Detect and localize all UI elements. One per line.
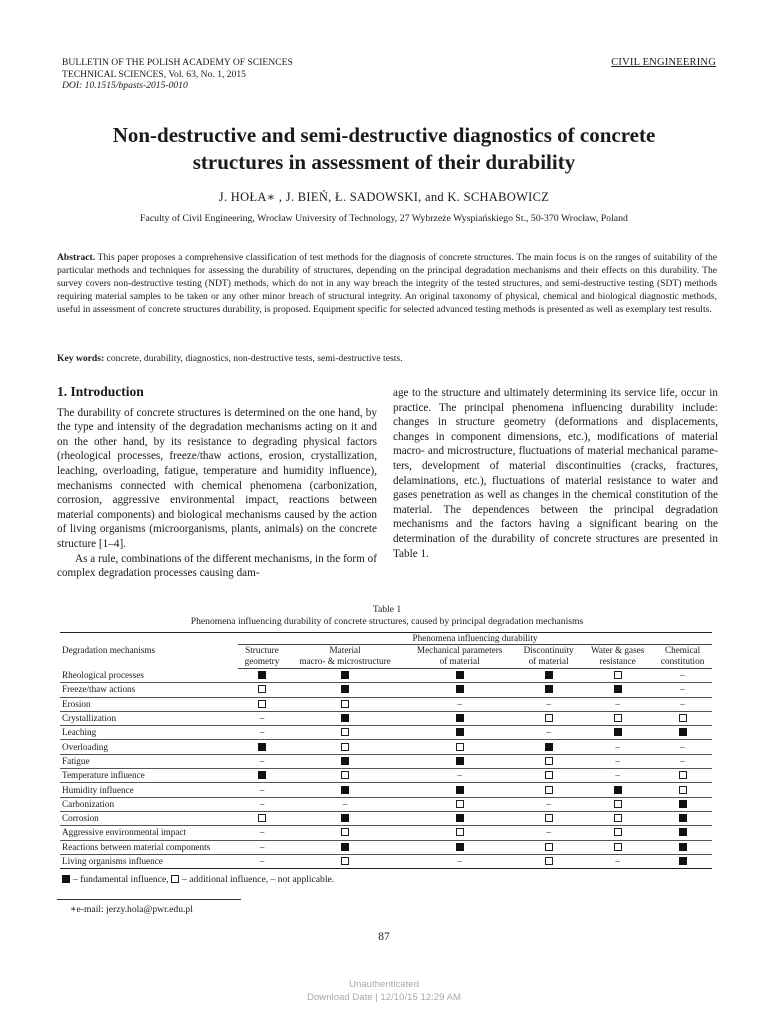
filled-square-icon [341,814,349,822]
hollow-square-icon [545,857,553,865]
table-cell [404,783,515,797]
table-cell: – [515,797,582,811]
table-cell: – [286,797,404,811]
hollow-square-icon [258,700,266,708]
table-cell: – [653,754,712,768]
hollow-square-icon [341,728,349,736]
hollow-square-icon [341,828,349,836]
column-header-line: macro- & microstructure [299,656,391,666]
table-cell [404,669,515,683]
table-cell: – [515,726,582,740]
column-header [582,645,653,669]
table-cell [515,683,582,697]
hollow-square-icon [614,671,622,679]
authors: J. HOŁA∗ , J. BIEŃ, Ł. SADOWSKI, and K. SCHABOWICZ [218,190,550,204]
table-cell: – [238,840,286,854]
hollow-square-icon [545,786,553,794]
table-cell [404,840,515,854]
paragraph: age to the structure and ultimately determining its service life, occur in practice. The principal phenomena influencing durability include: changes in structure geometry (deformations and displacements, changes in component dimensions, etc.), modifications of material macro- and microstructure, fluctuations of material mechanical parameters, development of material discontinuities (cracks, fractures, delaminations, etc.), fluctuations of material resistance to water and gases penetration as well as changes in the chemical constitution of the material. The dependences between the principal degradation mechanisms and the factors having a significant bearing on the determination of the durability of concrete structures are presented in Table 1. [393,387,718,560]
mechanism-name: Fatigue [60,754,238,768]
table-cell [515,854,582,868]
table-legend [62,874,334,885]
table-cell: – [582,854,653,868]
legend-additional: – additional influence, – not applicable. [182,874,335,885]
table-cell [286,711,404,725]
filled-square-icon [258,743,266,751]
journal-volume: TECHNICAL SCIENCES, Vol. 63, No. 1, 2015 [62,68,246,80]
table-cell [238,683,286,697]
table-cell [404,797,515,811]
filled-square-icon [679,828,687,836]
table-row [60,826,712,840]
abstract-text: This paper proposes a comprehensive classification of test methods for the diagnosis of concrete structures. The main focus is on the ranges of suitability of the particular methods and techniques for assessing the durability of structures, depending on the principal degradation mechanisms and their effects on this durability. The survey covers non-destructive testing (NDT) methods, which do not in any way breach the integrity of the tested structures, and semi-destructive testing (SDT) methods requiring material samples to be taken or any other minor breach of structural integrity. An original taxonomy of physical, chemical and biological diagnostic methods, useful in assessment of concrete structures durability, is proposed. Equipment specific for selected advanced testing methods is presented as well as exemplary test results. [57,252,718,316]
column-header [238,645,286,669]
mechanism-name: Overloading [60,740,238,754]
table-row [60,740,712,754]
table-cell [404,754,515,768]
hollow-square-icon [341,700,349,708]
hollow-square-icon [614,828,622,836]
table-cell: – [238,726,286,740]
durability-table [60,632,712,869]
table-caption: Phenomena influencing durability of concrete structures, caused by principal degradation mechanisms [190,616,584,627]
section-label: CIVIL ENGINEERING [611,57,716,68]
table-cell: – [653,683,712,697]
column-header-line: Water & gases [590,645,645,655]
filled-square-icon [456,786,464,794]
journal-header [62,57,293,92]
keywords [57,352,717,365]
table-cell: – [238,826,286,840]
table-cell [582,726,653,740]
table-cell [653,811,712,825]
page-number: 87 [378,931,390,943]
table-cell: – [582,697,653,711]
table-cell: – [582,769,653,783]
hollow-square-icon [545,757,553,765]
table-cell [653,783,712,797]
table-cell [286,840,404,854]
column-header [653,645,712,669]
hollow-square-icon [545,771,553,779]
filled-square-icon [456,728,464,736]
hollow-square-icon [258,685,266,693]
mechanism-name: Carbonization [60,797,238,811]
hollow-square-icon [679,714,687,722]
filled-square-icon [614,786,622,794]
affiliation: Faculty of Civil Engineering, Wrocław University of Technology, 27 Wybrzeże Wyspiańskiego St., 50-370 Wrocław, Poland [140,213,628,224]
filled-square-icon [341,786,349,794]
filled-square-icon [456,714,464,722]
table-row [60,711,712,725]
table-row [60,697,712,711]
table-row [60,783,712,797]
hollow-square-icon [258,814,266,822]
table-row [60,754,712,768]
hollow-square-icon [545,843,553,851]
column-header-line: Material [329,645,361,655]
journal-name: BULLETIN OF THE POLISH ACADEMY OF SCIENCES [62,57,293,68]
table-cell [286,726,404,740]
hollow-square-icon [545,814,553,822]
filled-square-icon [456,814,464,822]
filled-square-icon [341,757,349,765]
table-cell: – [653,697,712,711]
filled-square-icon [614,728,622,736]
mechanism-name: Corrosion [60,811,238,825]
table-row [60,854,712,868]
filled-square-icon [456,671,464,679]
table-cell [286,783,404,797]
column-header-line: Structure [245,645,279,655]
table-cell [238,740,286,754]
table-cell [582,669,653,683]
right-column [393,386,718,561]
table-row [60,797,712,811]
table-cell: – [653,740,712,754]
mechanism-name: Freeze/thaw actions [60,683,238,697]
table-cell: – [238,854,286,868]
table-cell [653,797,712,811]
title-line-1: Non-destructive and semi-destructive diagnostics of concrete [112,123,656,147]
filled-square-icon [456,757,464,765]
table-cell [515,783,582,797]
filled-square-icon [258,671,266,679]
filled-square-icon [258,771,266,779]
table-cell [238,697,286,711]
keywords-label: Key words: [57,353,105,364]
table-cell [238,669,286,683]
table-cell [404,826,515,840]
watermark-line-2: Download Date | 12/10/15 12:29 AM [307,992,461,1003]
table-cell [238,811,286,825]
title-line-2: structures in assessment of their durability [192,150,576,174]
table-label: Table 1 [372,604,402,615]
table-cell [286,669,404,683]
section-heading: 1. Introduction [57,384,144,399]
table-cell [582,840,653,854]
hollow-square-icon [614,800,622,808]
column-header-line: of material [528,656,569,666]
table-cell [653,711,712,725]
mechanism-name: Aggressive environmental impact [60,826,238,840]
table-row [60,840,712,854]
table-cell [515,769,582,783]
legend-fundamental: – fundamental influence, [73,874,169,885]
table-row [60,769,712,783]
table-cell: – [582,740,653,754]
filled-square-icon [341,843,349,851]
group-header: Phenomena influencing durability [238,633,712,645]
hollow-square-icon [341,857,349,865]
hollow-square-icon [456,828,464,836]
table-row [60,683,712,697]
table-cell: – [238,783,286,797]
table-cell [653,854,712,868]
table-cell [286,854,404,868]
table-cell [238,769,286,783]
column-header-line: constitution [660,656,705,666]
table-cell [286,740,404,754]
hollow-square-icon [679,786,687,794]
column-header [404,645,515,669]
table-cell [286,697,404,711]
mechanism-name: Humidity influence [60,783,238,797]
table-cell [286,826,404,840]
filled-square-icon [679,814,687,822]
table-cell: – [238,797,286,811]
mechanism-name: Temperature influence [60,769,238,783]
footnote: ∗e-mail: jerzy.hola@pwr.edu.pl [70,904,193,915]
table-row [60,726,712,740]
table-cell [515,811,582,825]
abstract-label: Abstract. [57,252,96,263]
table-cell: – [515,826,582,840]
column-header [515,645,582,669]
filled-square-icon [679,857,687,865]
hollow-square-icon [614,714,622,722]
filled-square-icon [456,685,464,693]
column-header-line: resistance [599,656,636,666]
hollow-square-icon [679,771,687,779]
table-cell [582,711,653,725]
filled-square-icon [545,743,553,751]
table-cell [515,754,582,768]
table-cell [653,726,712,740]
table-cell: – [238,711,286,725]
filled-square-icon [341,685,349,693]
hollow-square-icon [341,771,349,779]
table-cell [404,740,515,754]
filled-square-icon [545,685,553,693]
hollow-square-icon [545,714,553,722]
hollow-square-icon [171,875,179,883]
table-cell [582,826,653,840]
table-cell [404,711,515,725]
table-cell [515,740,582,754]
filled-square-icon [341,714,349,722]
hollow-square-icon [341,743,349,751]
paragraph: As a rule, combinations of the different mechanisms, in the form of complex degradation processes causing dam- [57,552,377,580]
table-cell [653,769,712,783]
column-header-line: of material [439,656,480,666]
table-cell: – [653,669,712,683]
table-cell [286,769,404,783]
column-header-line: Discontinuity [523,645,574,655]
column-header-line: Chemical [664,645,701,655]
column-header-line: Mechanical parameters [416,645,503,655]
table-cell [582,683,653,697]
table-cell: – [238,754,286,768]
filled-square-icon [545,671,553,679]
mechanism-name: Living organisms influence [60,854,238,868]
column-header-line: geometry [244,656,280,666]
paper-title [40,122,728,176]
table-cell [582,797,653,811]
doi[interactable]: DOI: 10.1515/bpasts-2015-0010 [62,80,188,91]
filled-square-icon [679,843,687,851]
table-cell: – [404,854,515,868]
left-column [57,385,377,581]
table-cell [515,840,582,854]
keywords-text: concrete, durability, diagnostics, non-destructive tests, semi-destructive tests. [106,353,403,364]
mechanism-name: Rheological processes [60,669,238,683]
filled-square-icon [679,800,687,808]
footnote-rule [57,899,241,900]
mechanism-name: Reactions between material components [60,840,238,854]
table-cell [582,811,653,825]
filled-square-icon [341,671,349,679]
table-row [60,811,712,825]
hollow-square-icon [456,743,464,751]
table-cell: – [515,697,582,711]
hollow-square-icon [614,843,622,851]
table-cell [286,754,404,768]
filled-square-icon [62,875,70,883]
table-cell [653,826,712,840]
table-cell: – [404,769,515,783]
filled-square-icon [614,685,622,693]
mechanism-name: Leaching [60,726,238,740]
mechanism-name: Crystallization [60,711,238,725]
table-cell [286,683,404,697]
abstract [57,251,717,316]
table-row [60,669,712,683]
paragraph: The durability of concrete structures is determined on the one hand, by the type and intensity of the degradation mechanisms acting on it and on the other hand, by its resistance to degrading physical factors (rheological processes, freeze/thaw actions, erosion, crystallization, leaching, overloading, fatigue, temperature and humidity influence), mechanisms connected with chemical phenomena (carbonization, corrosion, aggressive environmental impact, reactions between material components) and biological mechanisms caused by the action of living organisms (microorganisms, plants, animals) on the concrete structure [1–4]. [57,406,377,550]
table-cell [404,726,515,740]
watermark-line-1: Unauthenticated [349,979,419,990]
table-cell [404,811,515,825]
table-cell [404,683,515,697]
row-header: Degradation mechanisms [60,633,238,669]
table-cell [653,840,712,854]
table-cell: – [582,754,653,768]
table-cell [582,783,653,797]
table-cell [515,669,582,683]
table-cell [515,711,582,725]
filled-square-icon [679,728,687,736]
filled-square-icon [456,843,464,851]
hollow-square-icon [614,814,622,822]
mechanism-name: Erosion [60,697,238,711]
table-cell: – [404,697,515,711]
table-cell [286,811,404,825]
column-header [286,645,404,669]
hollow-square-icon [456,800,464,808]
